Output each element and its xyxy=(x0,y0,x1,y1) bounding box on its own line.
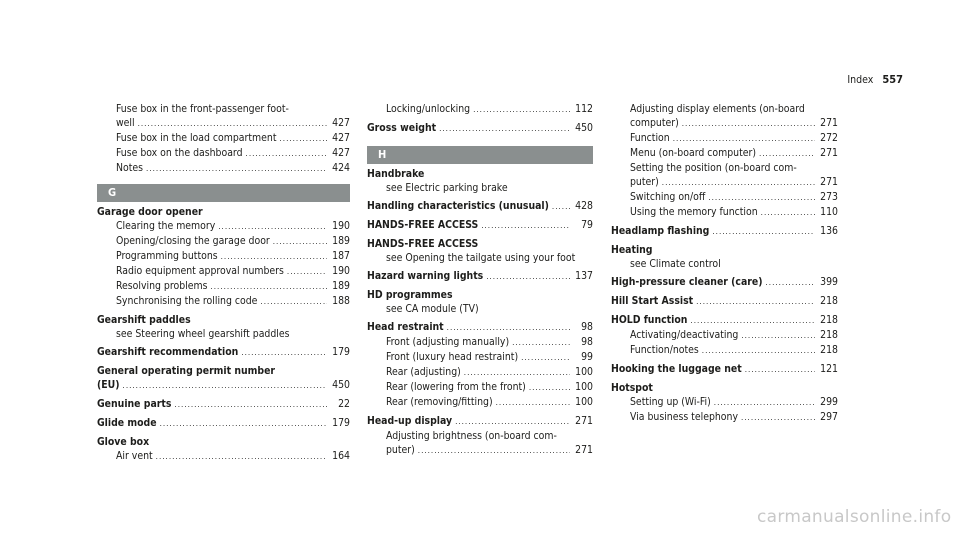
page-ref[interactable]: 299 xyxy=(820,396,838,408)
entry-label: Switching on/off xyxy=(630,191,706,203)
index-subentry[interactable] xyxy=(630,343,838,358)
page-ref[interactable]: 121 xyxy=(820,363,838,375)
page-ref[interactable]: 273 xyxy=(820,191,838,203)
index-entry[interactable] xyxy=(97,378,350,393)
index-subentry[interactable] xyxy=(386,335,593,350)
entry-label: Setting up (Wi-Fi) xyxy=(630,396,711,408)
page-ref[interactable]: 428 xyxy=(575,200,593,212)
index-subentry[interactable] xyxy=(116,234,350,249)
entry-label: Using the memory function xyxy=(630,206,758,218)
page-ref[interactable]: 271 xyxy=(575,444,593,456)
entry-label: puter) xyxy=(386,444,415,456)
entry-label: Programming buttons xyxy=(116,250,218,262)
index-subentry[interactable] xyxy=(116,219,350,234)
index-entry[interactable] xyxy=(97,416,350,431)
entry-label: Front (luxury head restraint) xyxy=(386,351,519,363)
index-subentry: Setting the position (on-board com- xyxy=(630,162,797,174)
index-entry[interactable] xyxy=(367,320,593,335)
index-column-2 xyxy=(367,102,593,458)
entry-label: Air vent xyxy=(116,450,153,462)
page-ref[interactable]: 427 xyxy=(332,147,350,159)
index-entry[interactable] xyxy=(611,224,838,239)
entry-label: Rear (adjusting) xyxy=(386,366,461,378)
entry-label: well xyxy=(116,117,135,129)
index-entry-title: Hotspot xyxy=(611,382,653,394)
page-ref[interactable]: 136 xyxy=(820,225,838,237)
page-ref[interactable]: 179 xyxy=(332,417,350,429)
index-subentry[interactable] xyxy=(116,116,350,131)
entry-label: Fuse box on the dashboard xyxy=(116,147,243,159)
watermark: carmanualsonline.info xyxy=(757,507,952,527)
index-subentry: Adjusting brightness (on-board com- xyxy=(386,430,557,442)
page-ref[interactable]: 137 xyxy=(575,270,593,282)
entry-label: Genuine parts xyxy=(97,398,172,410)
entry-label: Head-up display xyxy=(367,415,453,427)
index-subentry[interactable] xyxy=(386,350,593,365)
see-reference[interactable]: see Steering wheel gearshift paddles xyxy=(116,328,290,340)
section-letter-h: H xyxy=(367,146,593,164)
page-ref[interactable]: 450 xyxy=(332,379,350,391)
entry-label: Fuse box in the load compartment xyxy=(116,132,277,144)
index-column-3 xyxy=(611,102,838,425)
page-ref[interactable]: 297 xyxy=(820,411,838,423)
entry-label: Headlamp flashing xyxy=(611,225,710,237)
section-letter-g: G xyxy=(97,184,350,202)
index-entry-title: General operating permit number xyxy=(97,365,276,377)
entry-label: Synchronising the rolling code xyxy=(116,295,258,307)
header-section: Index xyxy=(847,74,874,86)
index-subentry[interactable] xyxy=(116,146,350,161)
index-subentry[interactable] xyxy=(386,443,593,458)
index-subentry[interactable] xyxy=(630,175,838,190)
see-reference[interactable]: see CA module (TV) xyxy=(386,303,479,315)
entry-label: Radio equipment approval numbers xyxy=(116,265,284,277)
entry-label: High-pressure cleaner (care) xyxy=(611,276,763,288)
page-ref[interactable]: 79 xyxy=(581,219,593,231)
entry-label: computer) xyxy=(630,117,679,129)
entry-label: Function/notes xyxy=(630,344,699,356)
page-ref[interactable]: 22 xyxy=(338,398,350,410)
index-entry[interactable] xyxy=(97,397,350,412)
index-entry[interactable] xyxy=(367,121,593,136)
page-ref[interactable]: 98 xyxy=(581,321,593,333)
index-subentry[interactable] xyxy=(116,279,350,294)
page-ref[interactable]: 99 xyxy=(581,351,593,363)
index-subentry[interactable] xyxy=(630,146,838,161)
entry-label: Hazard warning lights xyxy=(367,270,484,282)
index-column-1 xyxy=(116,102,350,176)
index-subentry[interactable] xyxy=(116,249,350,264)
index-column-1-g xyxy=(97,205,350,464)
page-ref[interactable]: 218 xyxy=(820,314,838,326)
page-ref[interactable]: 271 xyxy=(820,176,838,188)
index-subentry[interactable] xyxy=(630,205,838,220)
page-ref[interactable]: 427 xyxy=(332,132,350,144)
entry-label: Notes xyxy=(116,162,143,174)
index-subentry[interactable] xyxy=(630,116,838,131)
index-entry-title: HANDS-FREE ACCESS xyxy=(367,238,479,250)
page-ref[interactable]: 98 xyxy=(581,336,593,348)
entry-label: Handling characteristics (unusual) xyxy=(367,200,549,212)
entry-label: puter) xyxy=(630,176,659,188)
page-ref[interactable]: 187 xyxy=(332,250,350,262)
index-entry[interactable] xyxy=(97,345,350,360)
entry-label: Locking/unlocking xyxy=(386,103,471,115)
index-entry-title: Heating xyxy=(611,244,653,256)
entry-label: (EU) xyxy=(97,379,120,391)
entry-label: Gearshift recommendation xyxy=(97,346,239,358)
index-entry-title: Glove box xyxy=(97,436,150,448)
index-subentry[interactable] xyxy=(116,131,350,146)
entry-label: Gross weight xyxy=(367,122,437,134)
page-ref[interactable]: 218 xyxy=(820,344,838,356)
page-ref[interactable]: 100 xyxy=(575,381,593,393)
page-ref[interactable]: 424 xyxy=(332,162,350,174)
page-ref[interactable]: 218 xyxy=(820,329,838,341)
entry-label: Clearing the memory xyxy=(116,220,216,232)
index-subentry[interactable] xyxy=(116,449,350,464)
index-entry-title: Handbrake xyxy=(367,168,425,180)
page-ref[interactable]: 218 xyxy=(820,295,838,307)
index-subentry[interactable] xyxy=(630,190,838,205)
index-entry-title: HD programmes xyxy=(367,289,453,301)
index-entry-title: Garage door opener xyxy=(97,206,203,218)
page-ref[interactable]: 112 xyxy=(575,103,593,115)
entry-label: Head restraint xyxy=(367,321,444,333)
see-reference[interactable]: see Climate control xyxy=(630,258,721,270)
index-subentry[interactable] xyxy=(630,395,838,410)
page-ref[interactable]: 399 xyxy=(820,276,838,288)
index-subentry: Adjusting display elements (on-board xyxy=(630,103,805,115)
index-entry[interactable] xyxy=(611,294,838,309)
see-reference[interactable]: see Opening the tailgate using your foot xyxy=(386,252,576,264)
page-ref[interactable]: 427 xyxy=(332,117,350,129)
index-subentry[interactable] xyxy=(116,264,350,279)
index-entry[interactable] xyxy=(611,362,838,377)
entry-label: HANDS-FREE ACCESS xyxy=(367,219,479,231)
index-subentry[interactable] xyxy=(116,161,350,176)
entry-label: Hill Start Assist xyxy=(611,295,694,307)
index-entry[interactable] xyxy=(611,275,838,290)
page-number: 557 xyxy=(882,73,903,86)
page-ref[interactable]: 190 xyxy=(332,265,350,277)
entry-label: Opening/closing the garage door xyxy=(116,235,270,247)
index-subentry[interactable] xyxy=(630,328,838,343)
entry-label: Hooking the luggage net xyxy=(611,363,742,375)
entry-label: Function xyxy=(630,132,670,144)
entry-label: Activating/deactivating xyxy=(630,329,739,341)
index-subentry[interactable] xyxy=(630,410,838,425)
index-subentry[interactable] xyxy=(386,395,593,410)
page-ref[interactable]: 272 xyxy=(820,132,838,144)
index-subentry[interactable] xyxy=(116,294,350,309)
index-entry[interactable] xyxy=(367,199,593,214)
index-subentry[interactable] xyxy=(386,365,593,380)
index-subentry[interactable] xyxy=(386,102,593,117)
page-ref[interactable]: 100 xyxy=(575,366,593,378)
index-entry[interactable] xyxy=(367,218,593,233)
index-entry-title: Gearshift paddles xyxy=(97,314,191,326)
page-ref[interactable]: 188 xyxy=(332,295,350,307)
index-entry[interactable] xyxy=(367,414,593,429)
index-subentry[interactable] xyxy=(630,131,838,146)
index-entry[interactable] xyxy=(611,313,838,328)
entry-label: Rear (lowering from the front) xyxy=(386,381,526,393)
entry-label: Via business telephony xyxy=(630,411,738,423)
page-ref[interactable]: 271 xyxy=(820,147,838,159)
entry-label: Glide mode xyxy=(97,417,157,429)
page-ref[interactable]: 164 xyxy=(332,450,350,462)
see-reference[interactable]: see Electric parking brake xyxy=(386,182,508,194)
index-subentry: Fuse box in the front-passenger foot- xyxy=(116,103,289,115)
page-ref[interactable]: 271 xyxy=(575,415,593,427)
page-ref[interactable]: 189 xyxy=(332,280,350,292)
page-ref[interactable]: 189 xyxy=(332,235,350,247)
entry-label: HOLD function xyxy=(611,314,688,326)
page-ref[interactable]: 100 xyxy=(575,396,593,408)
index-subentry[interactable] xyxy=(386,380,593,395)
entry-label: Rear (removing/fitting) xyxy=(386,396,493,408)
entry-label: Resolving problems xyxy=(116,280,208,292)
page-ref[interactable]: 179 xyxy=(332,346,350,358)
entry-label: Front (adjusting manually) xyxy=(386,336,510,348)
page-header xyxy=(847,73,903,86)
page-ref[interactable]: 450 xyxy=(575,122,593,134)
page-ref[interactable]: 271 xyxy=(820,117,838,129)
page-ref[interactable]: 190 xyxy=(332,220,350,232)
page-ref[interactable]: 110 xyxy=(820,206,838,218)
index-entry[interactable] xyxy=(367,269,593,284)
entry-label: Menu (on-board computer) xyxy=(630,147,756,159)
